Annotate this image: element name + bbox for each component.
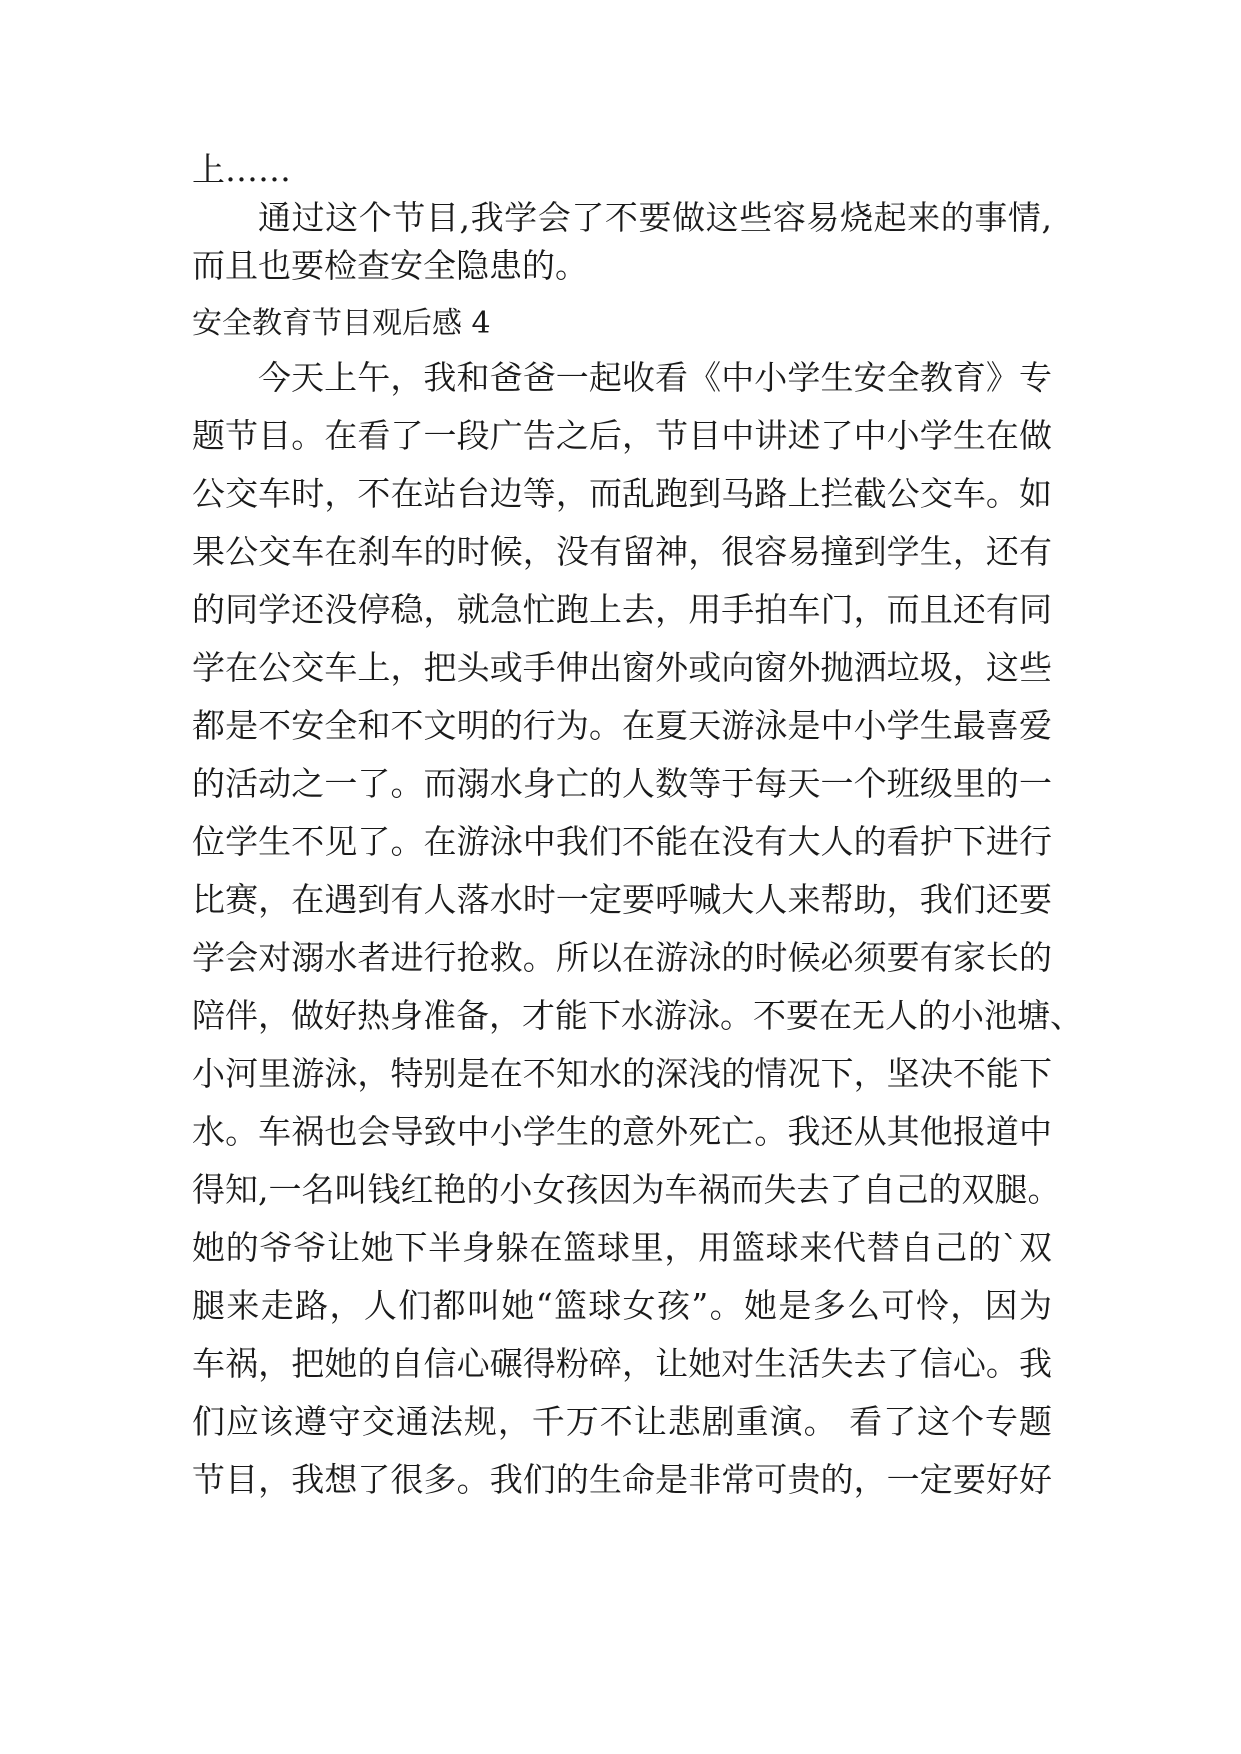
text-line: 学在公交车上，把头或手伸出窗外或向窗外抛洒垃圾，这些 [192, 648, 1052, 687]
text-line: 小河里游泳，特别是在不知水的深浅的情况下，坚决不能下 [192, 1054, 1052, 1093]
text-line: 陪伴，做好热身准备，才能下水游泳。不要在无人的小池塘、 [192, 996, 1083, 1035]
text-line: 通过这个节目,我学会了不要做这些容易烧起来的事情, [258, 198, 1052, 237]
text-line: 腿来走路，人们都叫她“篮球女孩”。她是多么可怜，因为 [192, 1286, 1052, 1325]
text-line: 得知,一名叫钱红艳的小女孩因为车祸而失去了自己的双腿。 [192, 1170, 1061, 1209]
text-line: 今天上午，我和爸爸一起收看《中小学生安全教育》专 [258, 358, 1052, 397]
text-line: 题节目。在看了一段广告之后，节目中讲述了中小学生在做 [192, 416, 1052, 455]
section-heading: 安全教育节目观后感 4 [192, 306, 491, 341]
text-line: 的同学还没停稳，就急忙跑上去，用手拍车门，而且还有同 [192, 590, 1052, 629]
text-line: 学会对溺水者进行抢救。所以在游泳的时候必须要有家长的 [192, 938, 1052, 977]
text-line: 而且也要检查安全隐患的。 [192, 246, 588, 285]
text-line: 们应该遵守交通法规，千万不让悲剧重演。 看了这个专题 [192, 1402, 1052, 1441]
text-line: 水。车祸也会导致中小学生的意外死亡。我还从其他报道中 [192, 1112, 1052, 1151]
text-line: 车祸，把她的自信心碾得粉碎，让她对生活失去了信心。我 [192, 1344, 1052, 1383]
text-line: 上…… [192, 150, 291, 189]
text-line: 的活动之一了。而溺水身亡的人数等于每天一个班级里的一 [192, 764, 1052, 803]
text-line: 位学生不见了。在游泳中我们不能在没有大人的看护下进行 [192, 822, 1052, 861]
text-line: 公交车时，不在站台边等，而乱跑到马路上拦截公交车。如 [192, 474, 1052, 513]
text-line: 节目，我想了很多。我们的生命是非常可贵的，一定要好好 [192, 1460, 1052, 1499]
text-line: 比赛，在遇到有人落水时一定要呼喊大人来帮助，我们还要 [192, 880, 1052, 919]
text-line: 都是不安全和不文明的行为。在夏天游泳是中小学生最喜爱 [192, 706, 1052, 745]
text-line: 果公交车在刹车的时候，没有留神，很容易撞到学生，还有 [192, 532, 1052, 571]
text-line: 她的爷爷让她下半身躲在篮球里，用篮球来代替自己的`双 [192, 1228, 1052, 1267]
